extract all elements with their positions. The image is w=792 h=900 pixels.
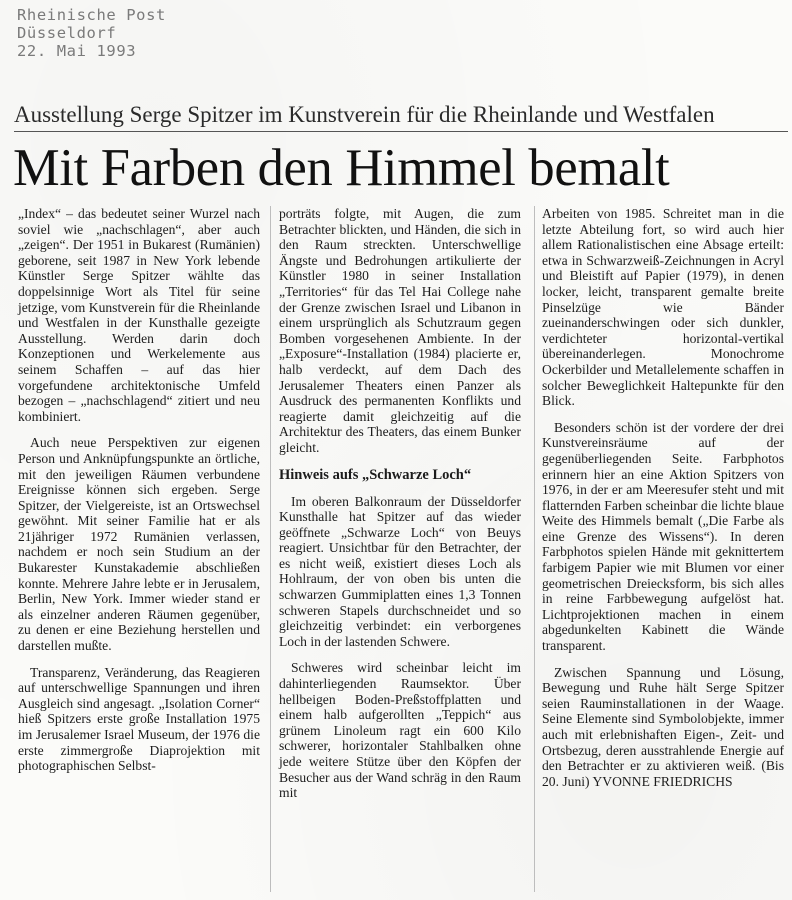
paragraph [542,665,784,790]
subheading: Hinweis aufs „Schwarze Loch“ [279,466,472,483]
paragraph: Im oberen Balkonraum der Düsseldorfer Kunsthalle hat Spitzer auf das wieder geöffnete „Schwarze Loch“ von Beuys reagiert. Unsichtbar für den Betrachter, der es nicht weiß, existiert dieses Loch als Hohlraum, der von oben bis unten die schwarzen Gummiplatten eines 1,3 Tonnen schweren Stapels durchschneidet und so gleichzeitig verbindet: ein verborgenes Loch in der lastenden Schwere. [279,493,521,649]
column-divider [270,206,271,892]
source-date: 22. Mai 1993 [17,42,137,60]
paragraph: porträts folgte, mit Augen, die zum Betrachter blickten, und Händen, die sich in den Raum streckten. Unterschwellige Ängste und Bedrohungen artikulierte der Künstler 1980 in seiner Installation „Territories“ für das Tel Hai College nahe der Grenze zwischen Israel und Libanon in einem ursprünglich als Schutzraum gegen Bomben vorgesehenen Ambiente. In der „Exposure“-Installation (1984) placierte er, halb verdeckt, auf dem Dach des Jerusalemer Theaters einen Panzer als Ausdruck des permanenten Konflikts und reagierte damit gleichzeitig auf die Architektur des Theaters, das einem Bunker gleicht. [279,206,521,455]
paragraph: „Index“ – das bedeutet seiner Wurzel nach soviel wie „nachschlagen“, aber auch „zeigen“. Der 1951 in Bukarest (Rumänien) geborene, seit 1987 in New York lebende Künstler Serge Spitzer wählte das doppelsinnige Wort als Titel für seine jetzige, vom Kunstverein für die Rheinlande und Westfalen in der Kunsthalle gezeigte Ausstellung. Werden darin doch Konzeptionen und Werkelemente aus seinem Schaffen – auf das hier vorgefundene architektonische Umfeld bezogen – „nachschlagend“ zitiert und neu kombiniert. [18,206,260,424]
paragraph: Transparenz, Veränderung, das Reagieren auf unterschwellige Spannungen und ihren Ausgleich sind angesagt. „Isolation Corner“ hieß Spitzers erste große Installation 1975 im Jerusalemer Israel Museum, der 1976 die erste zimmergroße Diaprojektion mit photographischen Selbst- [18,664,260,774]
source-paper: Rheinische Post [17,6,166,24]
headline: Mit Farben den Himmel bemalt [13,139,670,197]
article-column-1 [18,206,260,785]
kicker-rule [14,131,788,132]
article-column-2 [279,206,521,812]
paragraph: Auch neue Perspektiven zur eigenen Person und Anknüpfungspunkte an örtliche, mit den jeweiligen Räumen verbundene Ereignisse können sich ergeben. Serge Spitzer, der Vielgereiste, ist an Ortswechsel gewöhnt. Mit seiner Familie hat er als 21jähriger 1972 Rumänien verlassen, nachdem er noch sein Studium an der Bukarester Kunstakademie abschließen konnte. Mehrere Jahre lebte er in Jerusalem, Berlin, New York. Immer wieder stand er als einzelner anderen Räumen gegenüber, zu denen er eine Beziehung herstellen und darstellen mußte. [18,435,260,654]
article-column-3 [542,206,784,800]
paragraph: Arbeiten von 1985. Schreitet man in die letzte Abteilung fort, so wird auch hier allem Rationalistischen eine Absage erteilt: etwa in Schwarzweiß-Zeichnungen in Acryl und Bleistift auf Papier (1979), in denen locker, leicht, transparent gemalte breite Pinselzüge wie Bänder zueinanderschwingen oder sich dunkler, verdichteter horizontal-vertikal übereinanderlegen. Monochrome Ockerbilder und Metallelemente schaffen in solcher Beweglichkeit Haltepunkte für den Blick. [542,206,784,409]
source-stamp [17,6,166,60]
paragraph: Besonders schön ist der vordere der drei Kunstvereinsräume auf der gegenüberliegenden Seite. Farbphotos erinnern hier an eine Aktion Spitzers von 1976, in der er am Meeresufer steht und mit flatternden Farben scheinbar die lichte blaue Weite des Himmels bemalt („Die Farbe als eine Grenze des Wissens“). In deren Farbphotos spielen Hände mit geknittertem farbigem Papier wie mit Blumen vor einer geometrischen Dreiecksform, bis sich alles in reine Farbbewegung aufgelöst hat. Lichtprojektionen machen in einem abgedunkelten Kabinett die Wände transparent. [542,419,784,654]
byline: YVONNE FRIEDRICHS [592,773,733,789]
kicker-line: Ausstellung Serge Spitzer im Kunstverein für die Rheinlande und Westfalen [14,102,715,127]
paragraph-text: Zwischen Spannung und Lösung, Bewegung und Ruhe hält Serge Spitzer seien Rauminstallationen in der Waage. Seine Elemente sind Symbolobjekte, immer auch mit erlebnishaften Eigen-, Zeit- und Ortsbezug, deren ausstrahlende Energie auf den Betrachter er zu aktivieren weiß. (Bis 20. Juni) [542,664,784,789]
column-divider [534,206,535,892]
paragraph: Schweres wird scheinbar leicht im dahinterliegenden Raumsektor. Über hellbeigen Boden-Preßstoffplatten und einem halb aufgerollten „Teppich“ aus grünem Linoleum ragt ein 600 Kilo schwerer, horizontaler Stahlbalken ohne jede weitere Stütze über den Köpfen der Besucher aus der Wand schräg in den Raum mit [279,660,521,801]
source-city: Düsseldorf [17,24,117,42]
